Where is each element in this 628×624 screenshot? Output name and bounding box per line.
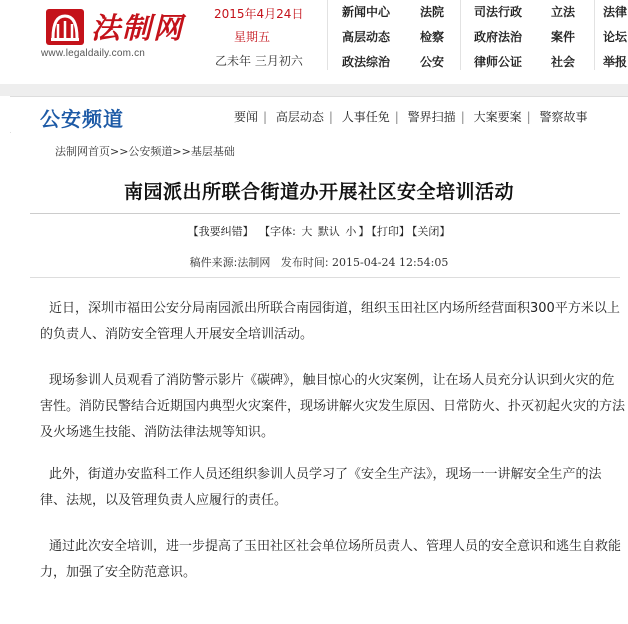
- nav-link-news-center[interactable]: 新闻中心: [342, 5, 391, 19]
- nav-separator: |: [394, 110, 399, 124]
- date-lunar: 乙未年 三月初六: [215, 54, 303, 68]
- article-paragraph: 近日，深圳市福田公安分局南园派出所联合南园街道，组织玉田社区内场所经营面积300平方米以上的负责人、消防安全管理人开展安全培训活动。: [40, 301, 620, 342]
- logo-text: 法制网: [91, 11, 185, 45]
- date-gregorian: 2015年4月24日: [214, 7, 304, 21]
- article-tools: [10, 223, 628, 239]
- article-container: [10, 133, 628, 624]
- channel-nav-major-cases[interactable]: 大案要案: [473, 110, 522, 124]
- print-link[interactable]: 【打印】: [371, 225, 410, 238]
- nav-link-court[interactable]: 法院: [420, 5, 445, 19]
- nav-link-procuratorate[interactable]: 检察: [420, 30, 445, 44]
- publish-time-value: 2015-04-24 12:54:05: [332, 256, 449, 269]
- nav-separator: |: [460, 110, 465, 124]
- channel-nav-headlines[interactable]: 要闻: [234, 110, 259, 124]
- logo-url: www.legaldaily.com.cn: [41, 48, 146, 59]
- channel-nav-police-stories[interactable]: 警察故事: [539, 110, 588, 124]
- nav-link-cases[interactable]: 案件: [551, 30, 576, 44]
- divider: [30, 213, 620, 214]
- nav-link-leadership[interactable]: 高层动态: [342, 30, 391, 44]
- channel-nav-police-scan[interactable]: 警界扫描: [407, 110, 456, 124]
- nav-link-politics-law[interactable]: 政法综治: [342, 55, 391, 69]
- header-band: [0, 84, 628, 96]
- nav-link-law[interactable]: 法律: [603, 5, 628, 19]
- font-size-end: 】: [358, 225, 370, 238]
- channel-nav-appointments[interactable]: 人事任免: [341, 110, 390, 124]
- article-paragraph: 此外，街道办安监科工作人员还组织参训人员学习了《安全生产法》，现场一一讲解安全生产的法律、法规，以及管理负责人应履行的责任。: [40, 467, 602, 508]
- channel-nav-leadership[interactable]: 高层动态: [275, 110, 324, 124]
- source-label: 稿件来源:: [189, 256, 238, 269]
- channel-title[interactable]: 公安频道: [40, 107, 124, 131]
- close-link[interactable]: 【关闭】: [411, 225, 451, 238]
- font-size-default-link[interactable]: 默认: [317, 225, 340, 238]
- header-divider: [460, 0, 461, 70]
- font-size-label: 【字体:: [259, 225, 296, 238]
- channel-nav: [234, 108, 587, 125]
- logo-emblem-icon: [45, 8, 85, 48]
- date-weekday: 星期五: [234, 30, 271, 44]
- header-divider: [594, 0, 595, 70]
- correct-error-link[interactable]: 【我要纠错】: [187, 225, 254, 238]
- nav-link-society[interactable]: 社会: [551, 55, 576, 69]
- article-paragraph: 现场参训人员观看了消防警示影片《碳碑》，触目惊心的火灾案例，让在场人员充分认识到火灾的危害性。消防民警结合近期国内典型火灾案件，现场讲解火灾发生原因、日常防火、扑灭初起火灾的方法及火场逃生技能、消防法律法规等知识。: [40, 373, 626, 440]
- nav-link-legislation[interactable]: 立法: [551, 5, 576, 19]
- divider: [30, 277, 620, 278]
- nav-link-gov-rule-of-law[interactable]: 政府法治: [474, 30, 523, 44]
- site-logo[interactable]: [27, 8, 197, 66]
- source-value: 法制网: [237, 256, 271, 269]
- channel-bar: [10, 96, 628, 134]
- article-title: 南园派出所联合街道办开展社区安全培训活动: [123, 181, 514, 203]
- font-size-large-link[interactable]: 大: [301, 225, 313, 238]
- nav-link-lawyer-notary[interactable]: 律师公证: [474, 55, 523, 69]
- nav-separator: |: [263, 110, 268, 124]
- article-meta: [10, 254, 628, 270]
- nav-link-police[interactable]: 公安: [420, 55, 445, 69]
- nav-separator: |: [526, 110, 531, 124]
- publish-time-label: 发布时间:: [280, 256, 329, 269]
- nav-link-judicial-admin[interactable]: 司法行政: [474, 5, 523, 19]
- nav-link-forum[interactable]: 论坛: [603, 30, 628, 44]
- nav-separator: |: [328, 110, 333, 124]
- breadcrumb[interactable]: 法制网首页>>公安频道>>基层基础: [55, 145, 235, 158]
- header-divider: [327, 0, 328, 70]
- site-header: [0, 0, 628, 84]
- font-size-small-link[interactable]: 小: [345, 225, 357, 238]
- article-paragraph: 通过此次安全培训，进一步提高了玉田社区社会单位场所员责人、管理人员的安全意识和逃生自救能力，加强了安全防范意识。: [40, 539, 622, 580]
- nav-link-report[interactable]: 举报: [603, 55, 628, 69]
